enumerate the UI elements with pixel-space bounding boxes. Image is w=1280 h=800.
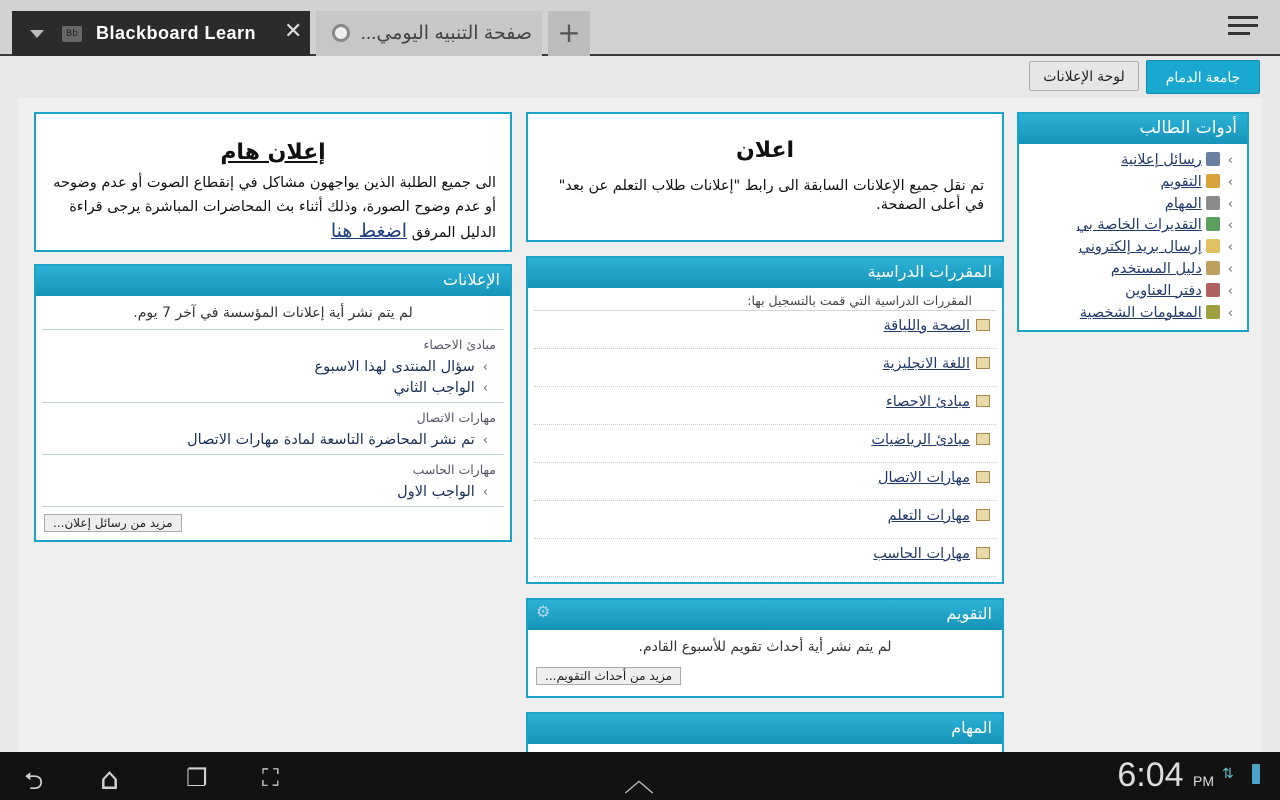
- course-link[interactable]: مهارات الحاسب: [873, 546, 970, 562]
- student-tool-link[interactable]: إرسال بريد إلكتروني: [1078, 239, 1202, 256]
- announcement-item-label[interactable]: الواجب الثاني: [393, 380, 475, 396]
- clock-time: 6:04: [1117, 756, 1184, 794]
- student-tool-item[interactable]: [1019, 281, 1233, 303]
- chevron-left-icon: ›: [482, 433, 488, 448]
- tab-daily-alert[interactable]: [316, 11, 542, 56]
- address-book-icon: [1206, 283, 1220, 297]
- chevron-left-icon: ›: [1227, 174, 1233, 190]
- announcement-course-label: مبادئ الاحصاء: [423, 337, 496, 352]
- student-tool-link[interactable]: التقويم: [1160, 173, 1202, 190]
- student-tool-item[interactable]: [1019, 172, 1233, 194]
- announcement-item-label[interactable]: تم نشر المحاضرة التاسعة لمادة مهارات الاتصال: [187, 432, 475, 448]
- chevron-left-icon: ›: [482, 381, 488, 396]
- gear-icon[interactable]: ⚙: [536, 602, 551, 621]
- student-tool-link[interactable]: دفتر العناوين: [1125, 282, 1202, 299]
- announcements-module: [34, 264, 512, 542]
- chevron-left-icon: ›: [1227, 153, 1233, 168]
- important-announcement-box: [34, 112, 512, 252]
- chevron-left-icon: ›: [1227, 218, 1233, 234]
- personal-info-icon: [1206, 305, 1220, 319]
- student-tool-item[interactable]: [1019, 303, 1233, 325]
- student-tool-item[interactable]: [1019, 259, 1233, 281]
- student-tool-link[interactable]: المهام: [1164, 195, 1202, 212]
- chevron-left-icon: ›: [482, 485, 488, 500]
- home-icon[interactable]: ⌂: [100, 762, 120, 797]
- notice-body: تم نقل جميع الإعلانات السابقة الى رابط "إعلانات طلاب التعلم عن بعد" في أعلى الصفحة.: [558, 178, 984, 213]
- course-link[interactable]: مهارات التعلم: [887, 508, 970, 524]
- clipboard-icon: [1206, 196, 1220, 210]
- course-item[interactable]: [534, 463, 996, 501]
- tab-title: Blackboard Learn: [96, 23, 257, 43]
- calendar-header-label: التقويم: [946, 604, 992, 623]
- course-book-icon: [976, 357, 990, 369]
- student-tool-link[interactable]: التقديرات الخاصة بي: [1076, 217, 1202, 234]
- course-item[interactable]: [534, 387, 996, 425]
- student-tools-header: أدوات الطالب: [1019, 114, 1247, 144]
- announcement-group: [42, 455, 504, 507]
- announcement-group: [42, 330, 504, 403]
- student-tool-link[interactable]: المعلومات الشخصية: [1079, 304, 1202, 321]
- course-book-icon: [976, 433, 990, 445]
- no-announcements-text: لم يتم نشر أية إعلانات المؤسسة في آخر 7 يوم.: [42, 296, 504, 330]
- tab-blackboard-learn[interactable]: [12, 11, 310, 56]
- course-book-icon: [976, 395, 990, 407]
- announcement-item[interactable]: [42, 378, 496, 399]
- course-book-icon: [976, 471, 990, 483]
- student-tool-item[interactable]: [1019, 237, 1233, 259]
- important-body: الى جميع الطلبة الذين يواجهون مشاكل في إنقطاع الصوت أو عدم وضوحه أو عدم وضوح الصورة، وذلك أثناء بث المحاضرات المباشرة يرجى قراءة الدليل المرفق اضغط هنا: [53, 175, 496, 242]
- more-calendar-events-button[interactable]: مزيد من أحداث التقويم...: [536, 667, 681, 685]
- calendar-module: [526, 598, 1004, 698]
- tab-dropdown-icon[interactable]: [30, 30, 44, 38]
- battery-icon: [1252, 764, 1260, 784]
- chevron-left-icon: ›: [1227, 196, 1233, 212]
- notice-title: اعلان: [735, 138, 795, 163]
- tab-title: صفحة التنبيه اليومي...: [360, 23, 532, 44]
- important-title: إعلان هام: [220, 140, 326, 165]
- course-book-icon: [976, 319, 990, 331]
- calendar-empty-text: لم يتم نشر أية أحداث تقويم للأسبوع القادم.: [638, 639, 892, 655]
- megaphone-icon: [1206, 152, 1220, 166]
- system-navigation-bar: [0, 752, 1280, 800]
- student-tool-link[interactable]: دليل المستخدم: [1110, 260, 1202, 277]
- course-link[interactable]: مبادئ الرياضيات: [871, 432, 970, 448]
- chevron-left-icon: ›: [482, 360, 488, 375]
- back-icon[interactable]: ⮌: [24, 767, 44, 795]
- course-link[interactable]: مبادئ الاحصاء: [885, 394, 970, 410]
- blackboard-favicon-icon: Bb: [62, 26, 82, 42]
- course-item[interactable]: [534, 425, 996, 463]
- course-item[interactable]: [534, 311, 996, 349]
- close-tab-icon[interactable]: ✕: [284, 19, 303, 44]
- browser-tab-bar: [0, 0, 1280, 56]
- course-link[interactable]: مهارات الاتصال: [877, 470, 970, 486]
- tasks-header: المهام: [528, 714, 1002, 744]
- announcement-item[interactable]: [42, 357, 496, 378]
- calendar-header: [528, 600, 1002, 630]
- calendar-icon: [1206, 174, 1220, 188]
- course-item[interactable]: [534, 539, 996, 577]
- click-here-link[interactable]: اضغط هنا: [330, 220, 408, 242]
- announcement-item-label[interactable]: سؤال المنتدى لهذا الاسبوع: [314, 359, 475, 375]
- course-link[interactable]: اللغة الانجليزية: [882, 356, 970, 372]
- chevron-left-icon: ›: [1227, 305, 1233, 321]
- student-tools-module: [1017, 112, 1249, 332]
- courses-subheader: المقررات الدراسية التي قمت بالتسجيل بها:: [534, 288, 996, 311]
- student-tool-item[interactable]: [1019, 194, 1233, 216]
- signal-icon: ⇅: [1222, 766, 1234, 782]
- envelope-icon: [1206, 239, 1220, 253]
- grades-icon: [1206, 217, 1220, 231]
- course-item[interactable]: [534, 501, 996, 539]
- course-book-icon: [976, 547, 990, 559]
- page-favicon-icon: [332, 24, 350, 42]
- course-item[interactable]: [534, 349, 996, 387]
- announcements-header: الإعلانات: [36, 266, 510, 296]
- browser-menu-icon[interactable]: [1228, 16, 1258, 42]
- user-directory-icon: [1206, 261, 1220, 275]
- status-clock: [1117, 756, 1214, 795]
- course-link[interactable]: الصحة واللياقة: [883, 318, 970, 334]
- student-tool-item[interactable]: [1019, 150, 1233, 172]
- university-tab-button[interactable]: جامعة الدمام: [1146, 60, 1260, 94]
- notice-box: [526, 112, 1004, 242]
- tasks-module: [526, 712, 1004, 752]
- announcement-item-label[interactable]: الواجب الاول: [397, 484, 475, 500]
- announcement-group: [42, 403, 504, 455]
- more-announcements-button[interactable]: مزيد من رسائل إعلان...: [44, 514, 182, 532]
- announcement-item[interactable]: [42, 430, 496, 451]
- clock-ampm: PM: [1193, 773, 1214, 789]
- announcement-item[interactable]: [42, 482, 496, 503]
- announcement-course-label: مهارات الحاسب: [412, 462, 496, 477]
- student-tool-item[interactable]: [1019, 215, 1233, 237]
- screenshot-icon[interactable]: ⛶: [262, 764, 279, 792]
- course-book-icon: [976, 509, 990, 521]
- courses-module: [526, 256, 1004, 584]
- new-tab-button[interactable]: +: [548, 11, 590, 56]
- chevron-left-icon: ›: [1227, 261, 1233, 277]
- announcement-course-label: مهارات الاتصال: [416, 410, 496, 425]
- chevron-left-icon: ›: [1227, 240, 1233, 256]
- courses-header: المقررات الدراسية: [528, 258, 1002, 288]
- recent-apps-icon[interactable]: ❐: [186, 764, 208, 792]
- announcements-board-button[interactable]: لوحة الإعلانات: [1029, 61, 1139, 91]
- chevron-up-icon[interactable]: ︿: [624, 764, 654, 799]
- student-tool-link[interactable]: رسائل إعلانية: [1121, 152, 1202, 168]
- chevron-left-icon: ›: [1227, 283, 1233, 299]
